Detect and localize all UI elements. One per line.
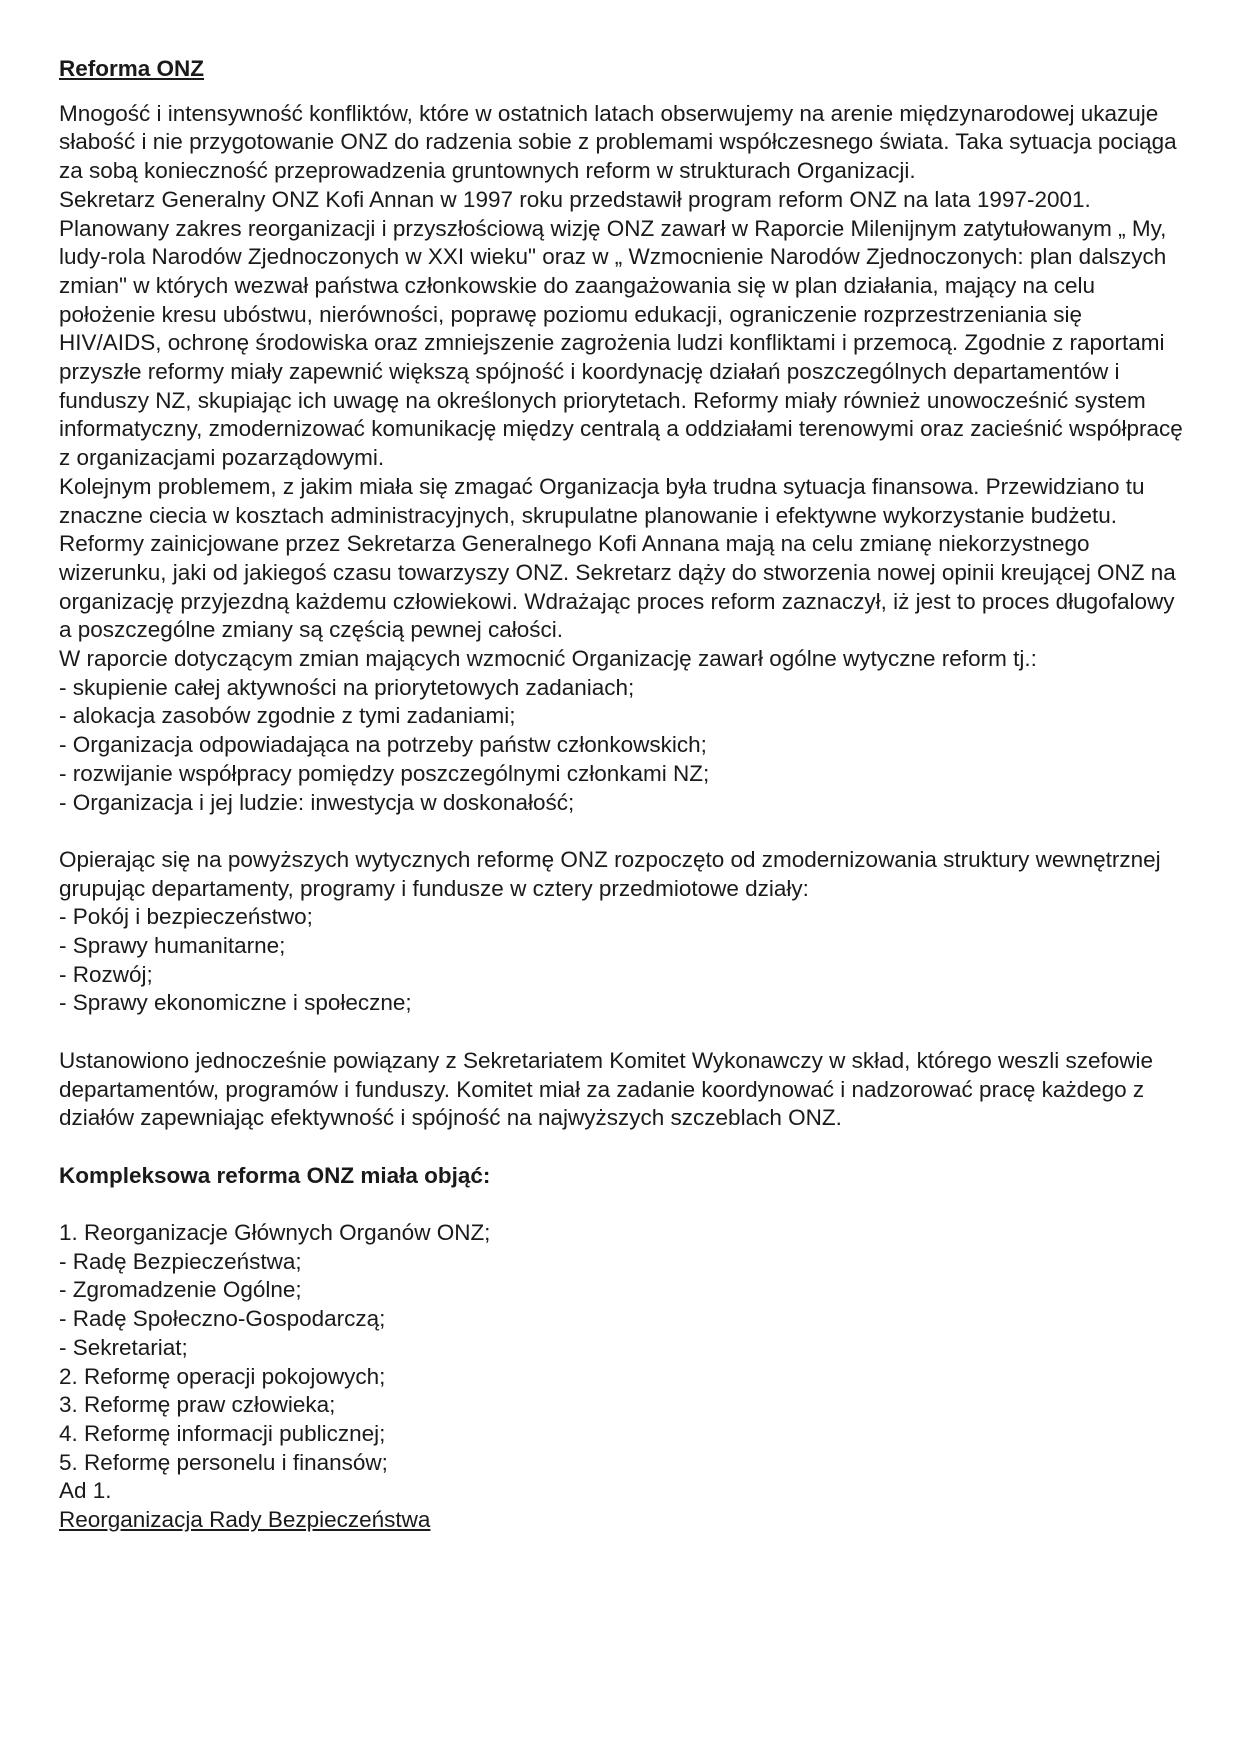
list-item: - Pokój i bezpieczeństwo;: [59, 904, 313, 930]
intro-paragraph: Reformy zainicjowane przez Sekretarza Generalnego Kofi Annana mają na celu zmianę niekorzystnego wizerunku, jaki od jakiegoś czasu towarzyszy ONZ. Sekretarz dąży do stworzenia nowej opinii kreującej ONZ na organizację przyjezdną każdemu człowiekowi. Wdrażając proces reform zaznaczył, iż jest to proces długofalowy a poszczególne zmiany są częścią pewnej całości.: [59, 531, 1176, 643]
list-item: - Sekretariat;: [59, 1334, 188, 1360]
list-item: - Organizacja i jej ludzie: inwestycja w doskonałość;: [59, 789, 575, 815]
section-subheading: Reorganizacja Rady Bezpieczeństwa: [59, 1507, 431, 1533]
intro-section: [59, 100, 1189, 674]
list-item: - Sprawy ekonomiczne i społeczne;: [59, 990, 412, 1016]
spacer: [59, 1018, 1189, 1047]
spacer: [59, 817, 1189, 846]
departments-list: [59, 903, 1189, 1018]
list-item: 2. Reformę operacji pokojowych;: [59, 1363, 386, 1389]
reform-list: [59, 1219, 1189, 1477]
list-item: - Zgromadzenie Ogólne;: [59, 1277, 302, 1303]
ad-label: Ad 1.: [59, 1478, 112, 1504]
intro-paragraph: W raporcie dotyczącym zmian mających wzmocnić Organizację zawarł ogólne wytyczne reform tj.:: [59, 646, 1037, 672]
structure-paragraph: Opierając się na powyższych wytycznych reformę ONZ rozpoczęto od zmodernizowania struktury wewnętrznej grupując departamenty, programy i fundusze w cztery przedmiotowe działy:: [59, 846, 1161, 901]
list-item: - rozwijanie współpracy pomiędzy poszczególnymi członkami NZ;: [59, 760, 710, 786]
committee-paragraph: Ustanowiono jednocześnie powiązany z Sekretariatem Komitet Wykonawczy w skład, którego weszli szefowie departamentów, programów i funduszy. Komitet miał za zadanie koordynować i nadzorować pracę każdego z działów zapewniając efektywność i spójność na najwyższych szczeblach ONZ.: [59, 1047, 1154, 1131]
list-item: - Radę Społeczno-Gospodarczą;: [59, 1306, 386, 1332]
list-item: - alokacja zasobów zgodnie z tymi zadaniami;: [59, 703, 516, 729]
list-item: - Rozwój;: [59, 961, 153, 987]
reform-heading: Kompleksowa reforma ONZ miała objąć:: [59, 1162, 491, 1188]
list-item: - Radę Bezpieczeństwa;: [59, 1248, 302, 1274]
list-item: 4. Reformę informacji publicznej;: [59, 1420, 386, 1446]
guidelines-list: [59, 674, 1189, 818]
spacer: [59, 1190, 1189, 1219]
intro-paragraph: Kolejnym problemem, z jakim miała się zmagać Organizacja była trudna sytuacja finansowa. Przewidziano tu znaczne ciecia w kosztach administracyjnych, skrupulatne planowanie i efektywne wykorzystanie budżetu.: [59, 473, 1145, 528]
list-item: 3. Reformę praw człowieka;: [59, 1392, 336, 1418]
intro-paragraph: Mnogość i intensywność konfliktów, które w ostatnich latach obserwujemy na arenie międzynarodowej ukazuje słabość i nie przygotowanie ONZ do radzenia sobie z problemami współczesnego świata. Taka sytuacja pociąga za sobą konieczność przeprowadzenia gruntownych reform w strukturach Organizacji.: [59, 100, 1177, 184]
intro-paragraph: Sekretarz Generalny ONZ Kofi Annan w 1997 roku przedstawił program reform ONZ na lata 1997-2001. Planowany zakres reorganizacji i przyszłościową wizję ONZ zawarł w Raporcie Milenijnym zatytułowanym „ My, ludy-rola Narodów Zjednoczonych w XXI wieku" oraz w „ Wzmocnienie Narodów Zjednoczonych: plan dalszych zmian" w których wezwał państwa członkowskie do zaangażowania się w plan działania, mający na celu położenie kresu ubóstwu, nierówności, poprawę poziomu edukacji, ograniczenie rozprzestrzeniania się HIV/AIDS, ochronę środowiska oraz zmniejszenie zagrożenia ludzi konfliktami i przemocą. Zgodnie z raportami przyszłe reformy miały zapewnić większą spójność i koordynację działań poszczególnych departamentów i funduszy NZ, skupiając ich uwagę na określonych priorytetach. Reformy miały również unowocześnić system informatyczny, zmodernizować komunikację między centralą a oddziałami terenowymi oraz zacieśnić współpracę z organizacjami pozarządowymi.: [59, 186, 1183, 471]
list-item: - skupienie całej aktywności na priorytetowych zadaniach;: [59, 674, 635, 700]
list-item: - Sprawy humanitarne;: [59, 933, 286, 959]
spacer: [59, 1133, 1189, 1162]
list-item: 5. Reformę personelu i finansów;: [59, 1449, 388, 1475]
document-page: [59, 55, 1189, 1535]
list-item: 1. Reorganizacje Głównych Organów ONZ;: [59, 1220, 491, 1246]
document-title: Reforma ONZ: [59, 56, 205, 81]
list-item: - Organizacja odpowiadająca na potrzeby państw członkowskich;: [59, 732, 707, 758]
